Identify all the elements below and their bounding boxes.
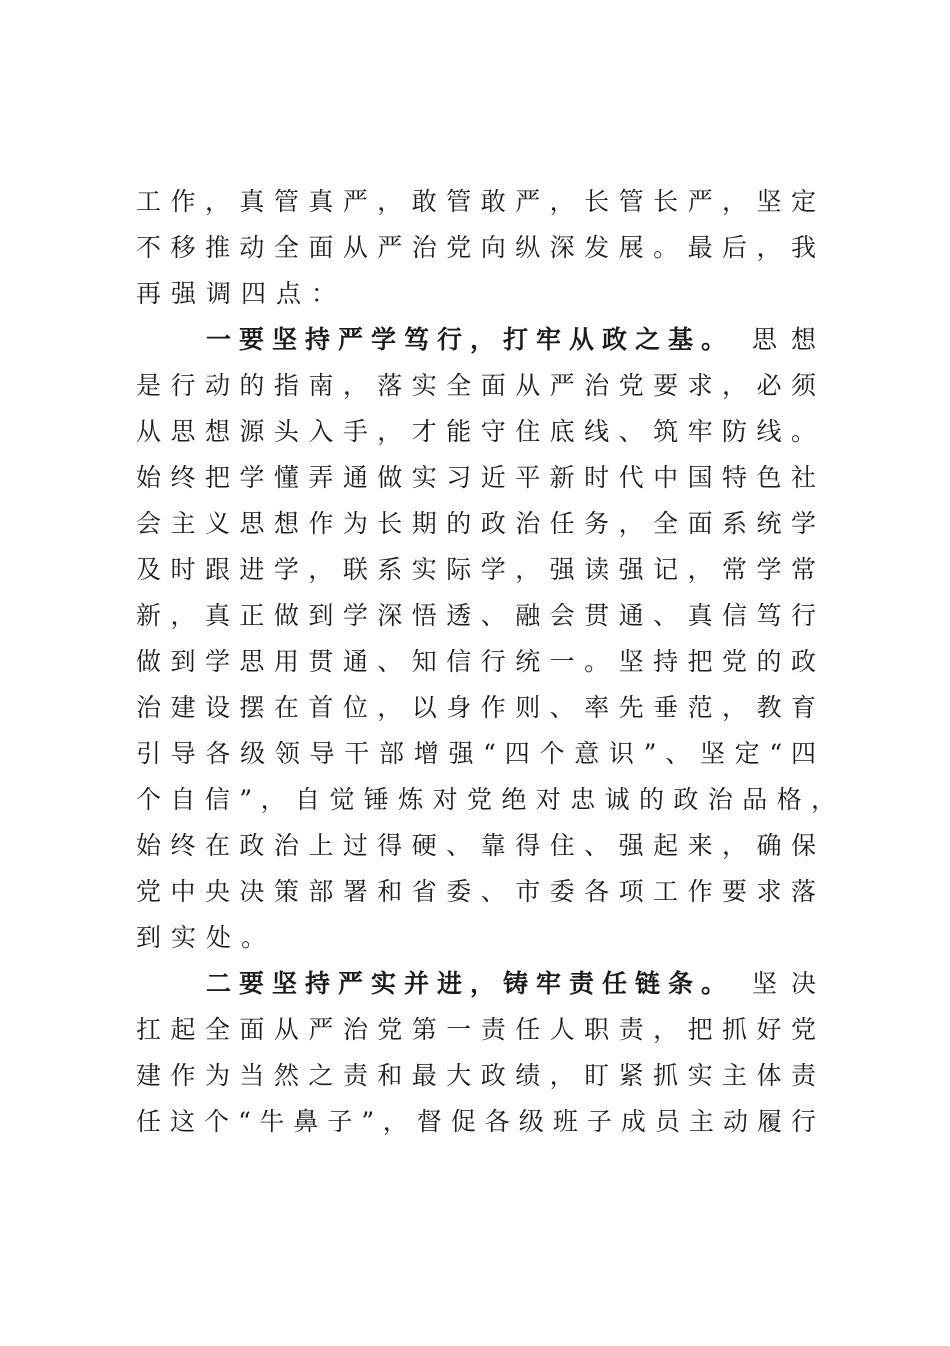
paragraph-2-line-1-tail: 思 想 bbox=[752, 325, 816, 354]
paragraph-1-line-3: 再强调四点： bbox=[136, 279, 347, 308]
paragraph-1-line-1: 工 作 ， 真 管 真 严 ， 敢 管 敢 严 ， 长 管 长 严 ， 坚 定 bbox=[136, 187, 816, 216]
paragraph-2-line-6: 及 时 跟 进 学 ， 联 系 实 际 学 ， 强 读 强 记 ， 常 学 常 bbox=[136, 555, 816, 584]
paragraph-3-line-2: 扛 起 全 面 从 严 治 党 第 一 责 任 人 职 责 ， 把 抓 好 党 bbox=[136, 1015, 816, 1044]
paragraph-2-first-line bbox=[136, 320, 816, 366]
paragraph-3-first-line bbox=[136, 964, 816, 1010]
paragraph-2-line-12: 始 终 在 政 治 上 过 得 硬 、 靠 得 住 、 强 起 来 ， 确 保 bbox=[136, 831, 816, 860]
paragraph-3-line-4: 任 这 个 “ 牛 鼻 子 ” ， 督 促 各 级 班 子 成 员 主 动 履 行 bbox=[136, 1107, 816, 1136]
paragraph-2-line-2: 是 行 动 的 指 南 ， 落 实 全 面 从 严 治 党 要 求 ， 必 须 bbox=[136, 371, 816, 400]
document-page bbox=[136, 182, 836, 1148]
paragraph-1-line-2: 不 移 推 动 全 面 从 严 治 党 向 纵 深 发 展 。 最 后 ， 我 bbox=[136, 233, 816, 262]
paragraph-3-line-3: 建 作 为 当 然 之 责 和 最 大 政 绩 ， 盯 紧 抓 实 主 体 责 bbox=[136, 1061, 816, 1090]
paragraph-2-line-9: 治 建 设 摆 在 首 位 ， 以 身 作 则 、 率 先 垂 范 ， 教 育 bbox=[136, 693, 816, 722]
paragraph-2-line-3: 从 思 想 源 头 入 手 ， 才 能 守 住 底 线 、 筑 牢 防 线 。 bbox=[136, 417, 816, 446]
paragraph-2-line-7: 新 ， 真 正 做 到 学 深 悟 透 、 融 会 贯 通 、 真 信 笃 行 bbox=[136, 601, 816, 630]
paragraph-2-line-13: 党 中 央 决 策 部 署 和 省 委 、 市 委 各 项 工 作 要 求 落 bbox=[136, 877, 816, 906]
paragraph-2-line-8: 做 到 学 思 用 贯 通 、 知 信 行 统 一 。 坚 持 把 党 的 政 bbox=[136, 647, 816, 676]
paragraph-2-line-11: 个 自 信 ” ， 自 觉 锤 炼 对 党 绝 对 忠 诚 的 政 治 品 格 ， bbox=[136, 785, 836, 814]
paragraph-2-line-14: 到实处。 bbox=[136, 923, 277, 952]
paragraph-2-line-10: 引 导 各 级 领 导 干 部 增 强 “ 四 个 意 识 ” 、 坚 定 “ 四 bbox=[136, 739, 816, 768]
paragraph-3-line-1-tail: 坚 决 bbox=[752, 969, 816, 998]
paragraph-2-line-5: 会 主 义 思 想 作 为 长 期 的 政 治 任 务 ， 全 面 系 统 学 bbox=[136, 509, 816, 538]
paragraph-3-heading: 二要坚持严实并进，铸牢责任链条。 bbox=[206, 969, 735, 998]
paragraph-2-heading: 一要坚持严学笃行，打牢从政之基。 bbox=[206, 325, 735, 354]
paragraph-2-line-4: 始 终 把 学 懂 弄 通 做 实 习 近 平 新 时 代 中 国 特 色 社 bbox=[136, 463, 816, 492]
